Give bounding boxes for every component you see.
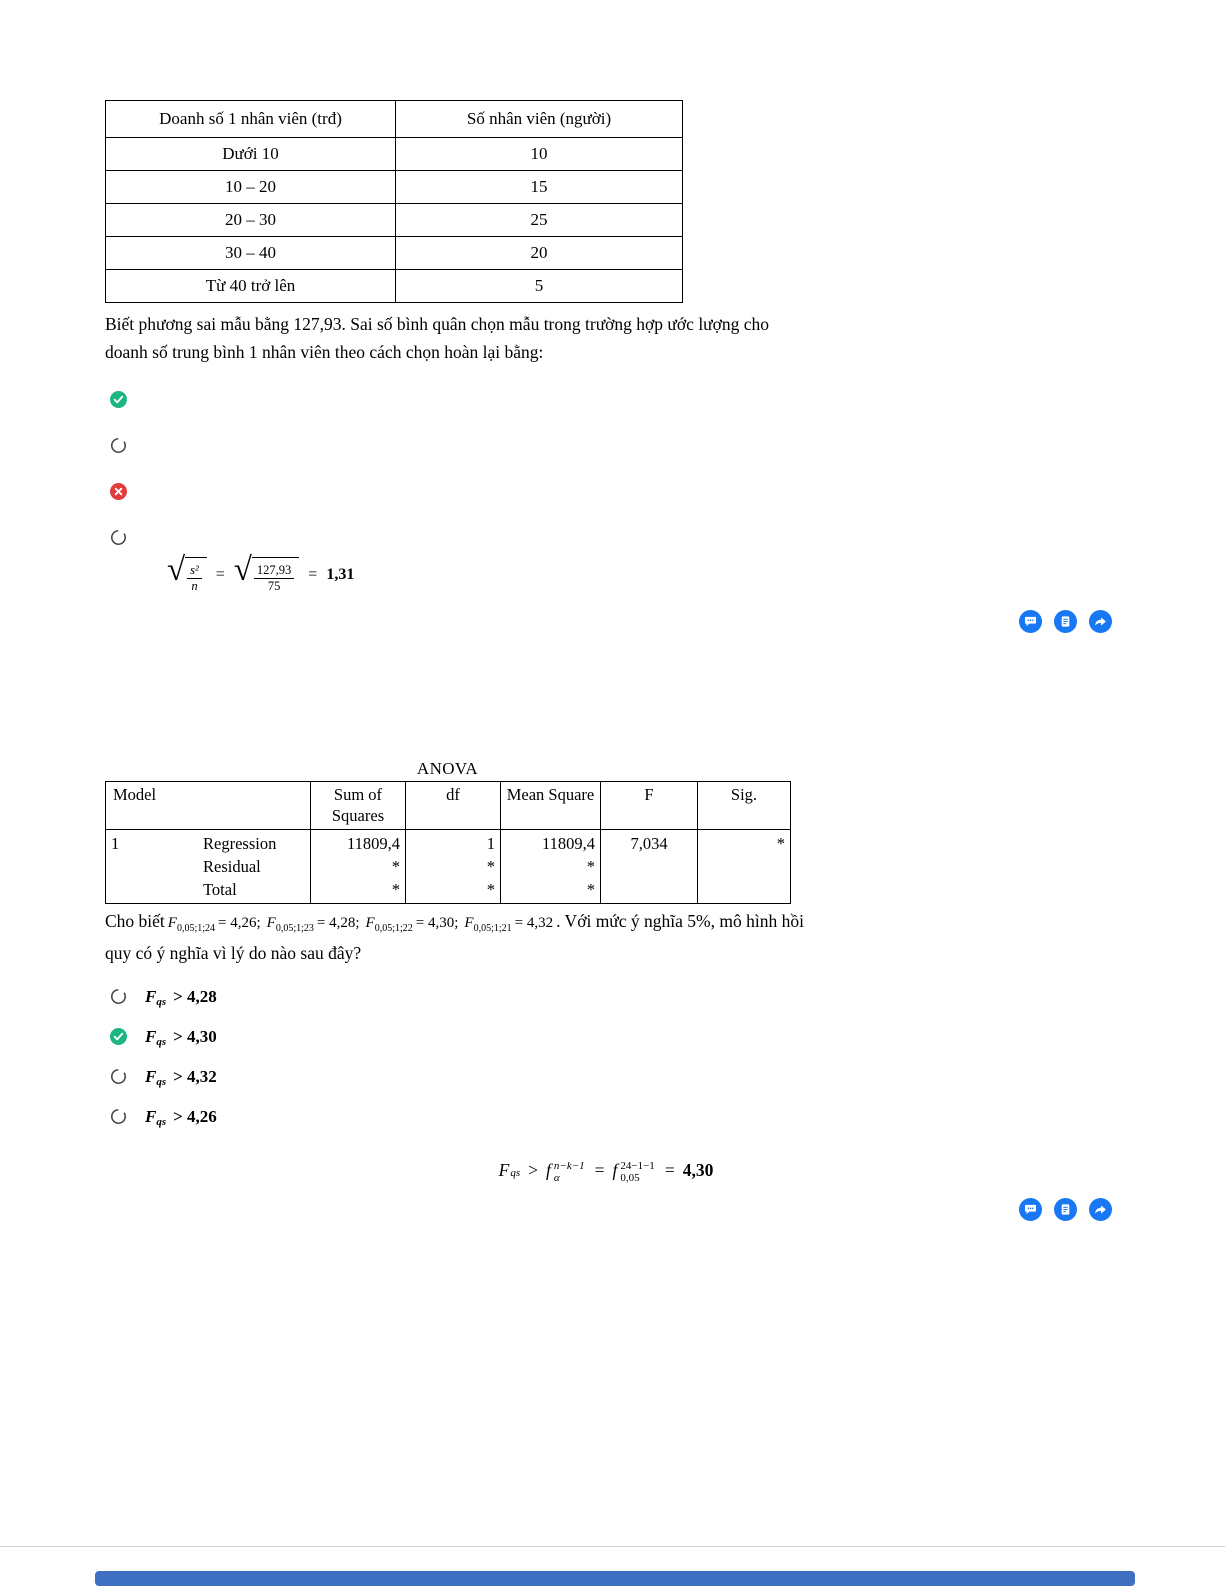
q2-option-4[interactable] bbox=[110, 1106, 217, 1128]
math-value: > 4,26 bbox=[173, 1106, 217, 1126]
math-symbol: F bbox=[145, 1026, 157, 1046]
option-label bbox=[145, 987, 217, 1007]
given-f-value bbox=[167, 915, 261, 934]
sqrt-expression bbox=[233, 552, 300, 594]
share-arrow-icon bbox=[1094, 615, 1107, 628]
math-superscript: 24−1−1 bbox=[620, 1160, 655, 1172]
radical-sign: √ bbox=[167, 552, 186, 588]
q1-option-2[interactable] bbox=[110, 437, 127, 454]
sum-of-squares-cell bbox=[311, 830, 406, 904]
column-header-sum-squares: Sum of Squares bbox=[311, 782, 406, 830]
q2-option-1[interactable] bbox=[110, 986, 217, 1008]
correct-answer-icon bbox=[110, 1028, 127, 1045]
radio-unselected-icon bbox=[110, 988, 127, 1005]
equals-sign: = bbox=[664, 1159, 675, 1180]
radio-unselected-icon bbox=[110, 437, 127, 454]
question-1-options bbox=[110, 391, 127, 546]
math-value: > 4,28 bbox=[173, 986, 217, 1006]
math-value: > 4,30 bbox=[173, 1026, 217, 1046]
question-2-text bbox=[105, 906, 811, 968]
model-number: 1 bbox=[111, 834, 120, 853]
table-header-row bbox=[106, 101, 683, 138]
document-icon bbox=[1059, 1203, 1072, 1216]
frequency-table bbox=[105, 100, 683, 303]
equals-sign: = bbox=[594, 1159, 605, 1180]
math-symbol: F bbox=[145, 1066, 157, 1086]
math-symbol: F bbox=[167, 915, 177, 931]
question-1-text: Biết phương sai mẫu bằng 127,93. Sai số bình quân chọn mẫu trong trường hợp ước lượng cho doanh số trung bình 1 nhân viên theo cách chọn hoàn lại bằng: bbox=[105, 314, 770, 362]
incorrect-answer-icon bbox=[110, 483, 127, 500]
math-subscript: qs bbox=[156, 1115, 167, 1128]
cell-range: 20 – 30 bbox=[106, 204, 396, 237]
sqrt-expression bbox=[167, 552, 207, 594]
equals-sign: = bbox=[215, 566, 225, 583]
math-value: > 4,32 bbox=[173, 1066, 217, 1086]
math-subscript: α bbox=[553, 1172, 560, 1185]
footer-divider bbox=[0, 1546, 1225, 1547]
row-label: Residual bbox=[203, 857, 261, 876]
math-subscript: 0,05;1;23 bbox=[275, 923, 314, 934]
column-header-revenue: Doanh số 1 nhân viên (trđ) bbox=[106, 101, 396, 138]
prompt-suffix: . Với mức ý nghĩa 5%, mô hình hồi quy có ý nghĩa vì lý do nào sau đây? bbox=[105, 911, 804, 963]
model-cell bbox=[106, 830, 311, 904]
math-subscript: qs bbox=[510, 1167, 521, 1180]
math-symbol: F bbox=[365, 915, 375, 931]
value: * bbox=[486, 857, 495, 876]
anova-body-row bbox=[106, 830, 791, 904]
cell-range: Từ 40 trở lên bbox=[106, 270, 396, 303]
math-symbol: f bbox=[546, 1159, 551, 1180]
cell-count: 25 bbox=[396, 204, 683, 237]
math-symbol: F bbox=[145, 1106, 157, 1126]
math-value: = 4,26; bbox=[218, 915, 261, 931]
f-cell: 7,034 bbox=[601, 830, 698, 904]
column-header-employees: Số nhân viên (người) bbox=[396, 101, 683, 138]
math-symbol: f bbox=[612, 1159, 618, 1180]
greater-than-sign: > bbox=[528, 1159, 539, 1180]
df-cell bbox=[406, 830, 501, 904]
option-label bbox=[145, 1067, 217, 1087]
cell-count: 15 bbox=[396, 171, 683, 204]
math-subscript: qs bbox=[156, 995, 167, 1008]
radio-unselected-icon bbox=[110, 1068, 127, 1085]
value: * bbox=[391, 880, 400, 899]
correct-answer-icon bbox=[110, 391, 127, 408]
fraction-numerator: 127,93 bbox=[254, 563, 294, 579]
document-icon bbox=[1059, 615, 1072, 628]
math-superscript: n−k−1 bbox=[553, 1160, 585, 1172]
fraction-numerator: s² bbox=[187, 563, 202, 579]
math-value: = 4,32 bbox=[514, 915, 554, 931]
anova-table-title: ANOVA bbox=[416, 759, 479, 778]
column-header-df: df bbox=[406, 782, 501, 830]
q2-option-3[interactable] bbox=[110, 1066, 217, 1088]
anova-header-row bbox=[106, 782, 791, 830]
question-2-options bbox=[110, 986, 217, 1128]
value: * bbox=[391, 857, 400, 876]
equals-sign: = bbox=[308, 566, 318, 583]
cell-range: 30 – 40 bbox=[106, 237, 396, 270]
given-f-value bbox=[464, 915, 554, 934]
comment-button[interactable] bbox=[1019, 1198, 1042, 1221]
value: * bbox=[586, 880, 595, 899]
mean-square-cell bbox=[501, 830, 601, 904]
math-subscript: qs bbox=[156, 1035, 167, 1048]
cell-range: Dưới 10 bbox=[106, 138, 396, 171]
footer-bar[interactable] bbox=[95, 1571, 1135, 1586]
sig-cell: * bbox=[698, 830, 791, 904]
math-subscript: 0,05;1;22 bbox=[374, 923, 413, 934]
q2-option-2[interactable] bbox=[110, 1026, 217, 1048]
q1-option-4[interactable] bbox=[110, 529, 127, 546]
row-label: Regression bbox=[203, 834, 277, 853]
fraction-denominator: 75 bbox=[267, 579, 281, 593]
table-row bbox=[106, 171, 683, 204]
math-subscript: 0,05 bbox=[620, 1172, 640, 1185]
radical-sign: √ bbox=[233, 552, 252, 588]
q1-option-1[interactable] bbox=[110, 391, 127, 408]
column-header-model: Model bbox=[106, 782, 311, 830]
value: 1 bbox=[486, 834, 495, 853]
math-subscript: 0,05;1;24 bbox=[176, 923, 216, 934]
value: 11809,4 bbox=[541, 834, 595, 853]
option-label bbox=[145, 1107, 217, 1127]
radio-unselected-icon bbox=[110, 1108, 127, 1125]
prompt-prefix: Cho biết bbox=[105, 911, 165, 931]
question-2-solution-formula bbox=[0, 1158, 1212, 1185]
formula-result: 4,30 bbox=[682, 1159, 714, 1180]
column-header-sig: Sig. bbox=[698, 782, 791, 830]
note-button[interactable] bbox=[1054, 610, 1077, 633]
cell-range: 10 – 20 bbox=[106, 171, 396, 204]
table-row bbox=[106, 237, 683, 270]
option-label bbox=[145, 1027, 217, 1047]
formula-result: 1,31 bbox=[326, 566, 355, 583]
value: * bbox=[586, 857, 595, 876]
question-2-actions bbox=[1019, 1198, 1112, 1221]
anova-table bbox=[105, 781, 791, 904]
given-f-value bbox=[365, 915, 459, 934]
cell-count: 5 bbox=[396, 270, 683, 303]
question-1-solution-formula bbox=[167, 552, 355, 594]
math-symbol: F bbox=[498, 1159, 510, 1180]
table-row bbox=[106, 270, 683, 303]
share-button[interactable] bbox=[1089, 1198, 1112, 1221]
given-f-value bbox=[266, 915, 360, 934]
cell-count: 20 bbox=[396, 237, 683, 270]
math-symbol: F bbox=[145, 986, 157, 1006]
math-value: = 4,30; bbox=[415, 915, 459, 931]
fraction-denominator: n bbox=[191, 579, 198, 593]
value: * bbox=[486, 880, 495, 899]
cell-count: 10 bbox=[396, 138, 683, 171]
share-arrow-icon bbox=[1094, 1203, 1107, 1216]
row-label: Total bbox=[203, 880, 237, 899]
comment-button[interactable] bbox=[1019, 610, 1042, 633]
comment-icon bbox=[1024, 615, 1037, 628]
radio-unselected-icon bbox=[110, 529, 127, 546]
question-1-actions bbox=[1019, 610, 1112, 633]
table-row bbox=[106, 204, 683, 237]
share-button[interactable] bbox=[1089, 610, 1112, 633]
q1-option-3[interactable] bbox=[110, 483, 127, 500]
value: 11809,4 bbox=[346, 834, 400, 853]
math-subscript: qs bbox=[156, 1075, 167, 1088]
column-header-f: F bbox=[601, 782, 698, 830]
math-symbol: F bbox=[464, 915, 474, 931]
note-button[interactable] bbox=[1054, 1198, 1077, 1221]
column-header-mean-square: Mean Square bbox=[501, 782, 601, 830]
math-symbol: F bbox=[266, 915, 276, 931]
comment-icon bbox=[1024, 1203, 1037, 1216]
table-row bbox=[106, 138, 683, 171]
math-value: = 4,28; bbox=[316, 915, 360, 931]
math-subscript: 0,05;1;21 bbox=[473, 923, 512, 934]
